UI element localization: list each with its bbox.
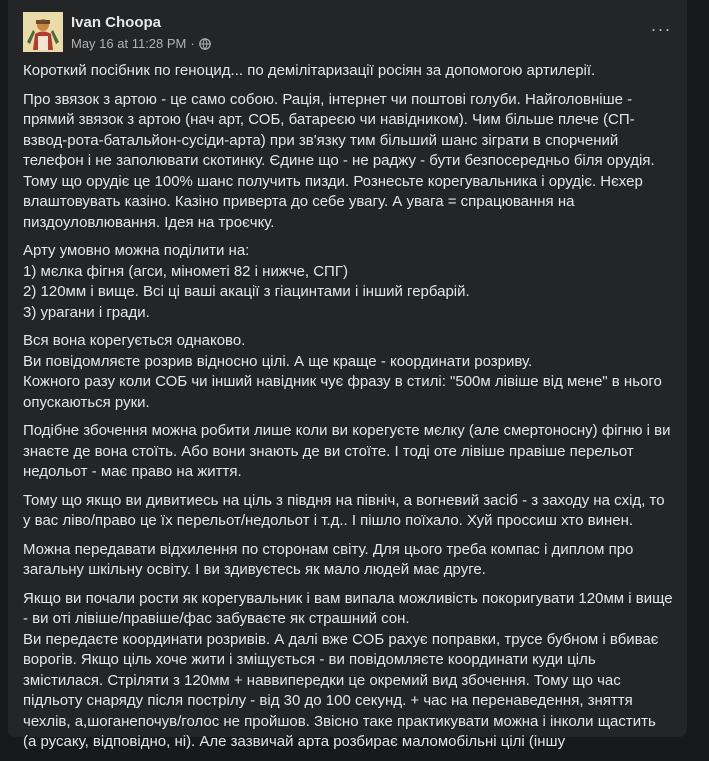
post-header: [23, 12, 673, 56]
post-paragraph: Вся вона корегується однаково. Ви повідомляєте розрив відносно цілі. А ще краще - координати розриву. Кожного разу коли СОБ чи інший навідник чує фразу в стилі: "500м лівіше від мене" в нього опускаються руки.: [23, 332, 662, 411]
post-meta: [71, 36, 211, 51]
globe-icon[interactable]: [199, 38, 211, 50]
post-paragraph: Якщо ви почали рости як корегувальник і вам випала можливість покоригувати 120мм і вище - ви оті лівіше/правіше/фас забуваєте як страшний сон. Ви передаєте координати розривів. А далі вже СОБ рахує поправки, трусе бубном і вбиває ворогів. Якщо ціль хоче жити і зміщується - ви повідомляєте координати куди ціль змістилася. Стріляти з 120мм + наввипередки це окремий вид збочення. Тому що час підльоту снаряду після пострілу - від 30 до 100 секунд. + час на перенаведення, зняття чехлів, а,шоганепочув/голос не пройшов. Звісно таке практикувати можна і інколи щастить (а русаку, відповідно, ні). Але зазвичай арта розбирає маломобільні цілі (іншу: [23, 589, 673, 750]
post-paragraph: Арту умовно можна поділити на: 1) мєлка фігня (агси, мінометі 82 і нижче, СПГ) 2) 120мм і вище. Всі ці ваші акації з гіацинтами і інший гербарій. 3) урагани і гради.: [23, 242, 470, 321]
author-name[interactable]: Ivan Choopa: [71, 14, 162, 31]
post-paragraph: Про звязок з артою - це само собою. Рація, інтернет чи поштові голуби. Найголовніше - прямий звязок з артою (нач арт, СОБ, батареєю чи навідником). Чим більше плече (СП-взвод-рота-батальйон-сусіди-арта) при зв'язку тим більший шанс зіграти в спорчений телефон і не заполювати скотинку. Єдине що - не раджу - бути безпосередньо біля орудія. Тому що орудіє це 100% шанс получить пизди. Рознесьте корегувальника і орудіє. Нєхер влаштовувать казіно. Казіно приверта до себе увагу. А увага = спрацювання на пиздоуловлювання. Ідея на троєчку.: [23, 90, 655, 231]
post-paragraph: Короткий посібник по геноцид... по демілітаризації росіян за допомогою артилерії.: [23, 62, 596, 79]
meta-separator: ·: [190, 36, 195, 51]
more-options-icon[interactable]: ···: [650, 19, 672, 39]
post-paragraph: Можна передавати відхилення по сторонам світу. Для цього треба компас і диплом про загальну шкільну освіту. І ви здивуєтесь як мало людей має друге.: [23, 540, 634, 578]
avatar-illustration: [23, 12, 63, 52]
post-card: [8, 0, 687, 750]
post-body: [23, 61, 673, 761]
post-paragraph: Тому що якщо ви дивитиесь на ціль з півдня на північ, а вогневий засіб - з заходу на схід, то у вас ліво/право це їх перельот/недольот і т.д.. І пішло поїхало. Хуй проссиш хто винен.: [23, 491, 665, 529]
post-paragraph: Подібне збочення можна робити лише коли ви корегуєте мєлку (але смертоносну) фігню і ви знаєте де вона стоїть. Або вони знають де ви стоїте. І тоді оте лівіше правіше перельот недольот - має право на життя.: [23, 422, 671, 480]
post-timestamp[interactable]: May 16 at 11:28 PM: [71, 36, 187, 51]
author-avatar[interactable]: [23, 12, 63, 52]
